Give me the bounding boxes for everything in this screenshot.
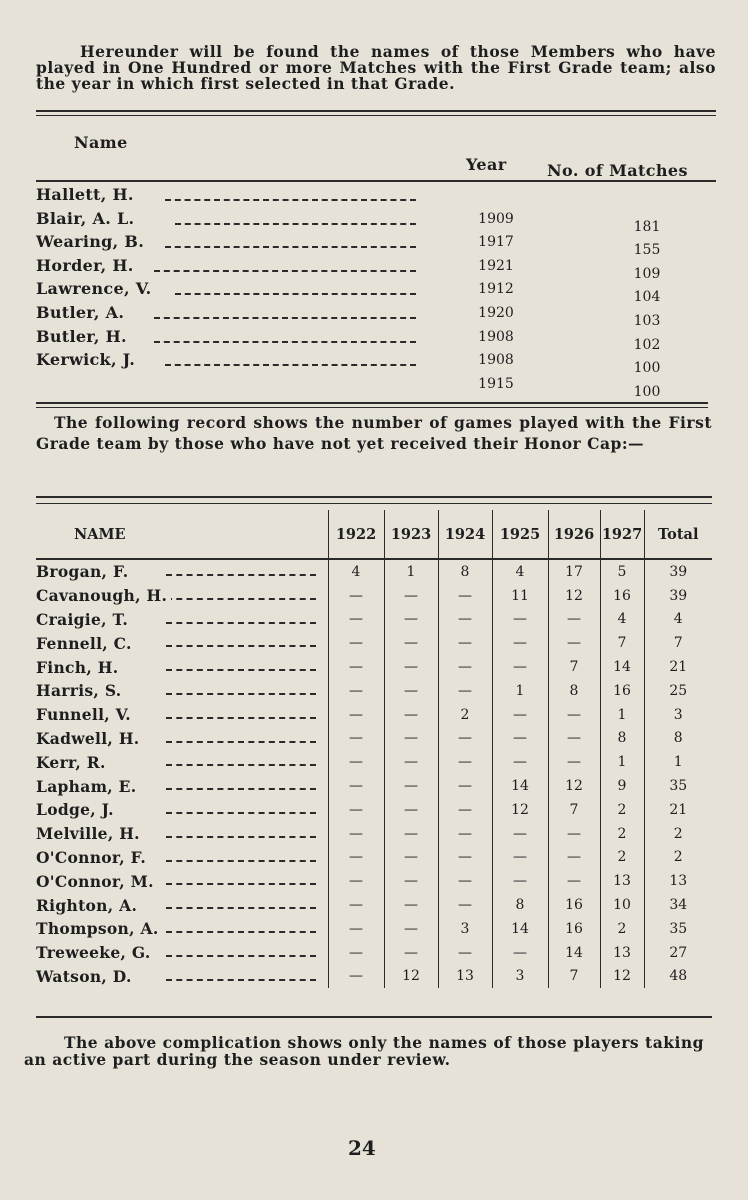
header-rule — [36, 180, 716, 182]
games-cell-1922: — — [328, 869, 384, 893]
games-cell-total: 21 — [644, 655, 712, 679]
games-cell-total: 1 — [644, 750, 712, 774]
leader-dashes — [166, 860, 316, 862]
intro-paragraph: Hereunder will be found the names of those Members who have played in One Hundred or more Matches with the First Grade team; also the year in which first selected in that Grade. — [36, 42, 716, 93]
leader-dashes — [175, 293, 416, 295]
games-cell-1923: — — [384, 798, 438, 822]
games-cell-1927: 13 — [600, 941, 644, 965]
games-cell-total: 13 — [644, 869, 712, 893]
games-cell-total: 35 — [644, 917, 712, 941]
games-cell-1924: — — [438, 727, 492, 751]
games-cell-1927: 2 — [600, 798, 644, 822]
games-cell-1926: 17 — [548, 559, 600, 584]
games-row — [36, 941, 712, 965]
games-cell-1922: — — [328, 703, 384, 727]
games-cell-total: 34 — [644, 893, 712, 917]
games-row — [36, 559, 712, 584]
games-cell-1925: 8 — [492, 893, 548, 917]
games-cell-1925: 1 — [492, 679, 548, 703]
player-name: Kerr, R. — [36, 753, 110, 772]
games-cell-1927: 2 — [600, 846, 644, 870]
matches-header: No. of Matches — [547, 161, 688, 180]
games-row-name-cell — [36, 798, 328, 822]
centurion-row — [36, 374, 716, 398]
centurion-name: Butler, H. — [36, 326, 127, 346]
games-cell-1922: — — [328, 822, 384, 846]
games-cell-1927: 4 — [600, 608, 644, 632]
leader-dashes — [166, 788, 316, 790]
games-cell-1925: — — [492, 941, 548, 965]
games-cell-1926: 7 — [548, 655, 600, 679]
centurion-year: 1917 — [478, 234, 514, 251]
page-number: 24 — [348, 1136, 376, 1160]
games-cell-1926: 12 — [548, 774, 600, 798]
games-row-name-cell — [36, 774, 328, 798]
games-cell-1923: — — [384, 774, 438, 798]
games-cell-1924: — — [438, 941, 492, 965]
player-name: Fennell, C. — [36, 634, 136, 653]
leader-dashes — [166, 883, 316, 885]
games-cell-1924: — — [438, 798, 492, 822]
games-table — [36, 510, 712, 988]
games-cell-1925: — — [492, 846, 548, 870]
games-row-name-cell — [36, 846, 328, 870]
leader-dashes — [154, 317, 416, 319]
top-double-rule — [36, 110, 716, 112]
games-cell-1924: — — [438, 869, 492, 893]
centurion-row — [36, 279, 716, 306]
centurion-matches: 104 — [633, 289, 661, 306]
games-cell-1925: — — [492, 655, 548, 679]
centurion-year: 1921 — [478, 257, 514, 274]
centurion-year: 1908 — [478, 352, 514, 369]
games-cell-1923: — — [384, 584, 438, 608]
games-cell-1926: — — [548, 750, 600, 774]
centurion-matches: 100 — [633, 360, 661, 377]
leader-dashes — [166, 645, 316, 647]
games-cell-1923: — — [384, 631, 438, 655]
games-cell-1923: 12 — [384, 965, 438, 989]
games-row — [36, 750, 712, 774]
games-cell-total: 27 — [644, 941, 712, 965]
games-cell-1926: 16 — [548, 893, 600, 917]
games-cell-1925: — — [492, 750, 548, 774]
games-cell-1922: — — [328, 965, 384, 989]
games-cell-1924: — — [438, 631, 492, 655]
games-row — [36, 893, 712, 917]
games-cell-1922: — — [328, 584, 384, 608]
games-cell-1927: 1 — [600, 703, 644, 727]
games-cell-1925: — — [492, 631, 548, 655]
leader-dashes — [154, 270, 416, 272]
centurion-year: 1909 — [478, 210, 514, 227]
games-row-name-cell — [36, 869, 328, 893]
player-name: Righton, A. — [36, 896, 141, 915]
games-cell-total: 4 — [644, 608, 712, 632]
games-cell-1923: — — [384, 893, 438, 917]
player-name: Watson, D. — [36, 967, 136, 986]
footer-paragraph: The above complication shows only the names of those players taking an active part during the season under review. — [24, 1033, 704, 1069]
games-row-name-cell — [36, 822, 328, 846]
leader-dashes — [166, 764, 316, 766]
games-cell-total: 7 — [644, 631, 712, 655]
games-cell-total: 8 — [644, 727, 712, 751]
centurion-year: 1912 — [478, 281, 514, 298]
games-cell-total: 3 — [644, 703, 712, 727]
leader-dashes — [175, 223, 416, 225]
games-cell-1927: 10 — [600, 893, 644, 917]
games-cell-1923: — — [384, 822, 438, 846]
games-cell-1922: — — [328, 655, 384, 679]
player-name: Finch, H. — [36, 658, 122, 677]
centurion-row — [36, 232, 716, 259]
games-cell-1924: — — [438, 584, 492, 608]
leader-dashes — [166, 955, 316, 957]
games-cell-1924: — — [438, 774, 492, 798]
games-cell-1927: 12 — [600, 965, 644, 989]
games-cell-total: 39 — [644, 584, 712, 608]
games-col-1926: 1926 — [548, 510, 600, 559]
games-row-name-cell — [36, 608, 328, 632]
leader-dashes — [166, 717, 316, 719]
leader-dashes — [166, 907, 316, 909]
games-cell-1926: 7 — [548, 965, 600, 989]
games-bottom-rule — [36, 1016, 712, 1018]
games-cell-1924: — — [438, 750, 492, 774]
centurion-row — [36, 256, 716, 280]
games-row-name-cell — [36, 727, 328, 751]
games-cell-1923: — — [384, 941, 438, 965]
player-name: O'Connor, F. — [36, 848, 150, 867]
games-cell-1925: 14 — [492, 774, 548, 798]
player-name: Lapham, E. — [36, 777, 141, 796]
games-cell-1927: 1 — [600, 750, 644, 774]
games-col-1925: 1925 — [492, 510, 548, 559]
games-cell-1925: — — [492, 703, 548, 727]
games-cell-1924: 13 — [438, 965, 492, 989]
games-cell-1922: — — [328, 798, 384, 822]
centurion-name: Kerwick, J. — [36, 350, 136, 370]
games-cell-1922: — — [328, 917, 384, 941]
centurion-year: 1908 — [478, 328, 514, 345]
leader-dashes — [165, 199, 416, 201]
games-cell-1926: — — [548, 703, 600, 727]
games-cell-1926: 12 — [548, 584, 600, 608]
games-cell-1926: — — [548, 727, 600, 751]
games-cell-1926: — — [548, 822, 600, 846]
games-cell-1927: 2 — [600, 917, 644, 941]
centurion-matches: 155 — [633, 242, 661, 259]
centurion-row — [36, 185, 716, 209]
player-name: O'Connor, M. — [36, 872, 158, 891]
games-cell-1927: 9 — [600, 774, 644, 798]
player-name: Treweeke, G. — [36, 943, 155, 962]
player-name: Melville, H. — [36, 824, 144, 843]
centurion-name: Horder, H. — [36, 255, 134, 275]
games-cell-1926: 16 — [548, 917, 600, 941]
year-header: Year — [466, 155, 507, 174]
centurion-name: Wearing, B. — [36, 232, 145, 252]
centurion-matches: 103 — [633, 313, 661, 329]
games-cell-1926: 7 — [548, 798, 600, 822]
games-cell-1922: — — [328, 941, 384, 965]
games-cell-1923: — — [384, 655, 438, 679]
centurion-year: 1915 — [478, 375, 514, 392]
games-row — [36, 774, 712, 798]
games-cell-1922: 4 — [328, 559, 384, 584]
games-cell-1922: — — [328, 774, 384, 798]
games-cell-1923: — — [384, 917, 438, 941]
leader-dashes — [165, 246, 416, 248]
games-cell-1924: — — [438, 893, 492, 917]
games-cell-1926: — — [548, 608, 600, 632]
games-cell-total: 2 — [644, 846, 712, 870]
leader-dashes — [154, 341, 416, 343]
games-cell-1924: 2 — [438, 703, 492, 727]
games-cell-1927: 5 — [600, 559, 644, 584]
games-cell-total: 48 — [644, 965, 712, 989]
games-cell-1927: 14 — [600, 655, 644, 679]
games-cell-1926: — — [548, 631, 600, 655]
games-row — [36, 869, 712, 893]
games-row — [36, 822, 712, 846]
record-paragraph: The following record shows the number of games played with the First Grade team by those who have not yet received their Honor Cap:— — [36, 413, 712, 453]
games-col-total: Total — [644, 510, 712, 559]
games-cell-1923: — — [384, 608, 438, 632]
games-cell-1922: — — [328, 846, 384, 870]
games-cell-total: 2 — [644, 822, 712, 846]
games-cell-1923: 1 — [384, 559, 438, 584]
games-col-1922: 1922 — [328, 510, 384, 559]
leader-dashes — [166, 622, 316, 624]
games-cell-1924: 3 — [438, 917, 492, 941]
games-cell-1927: 13 — [600, 869, 644, 893]
games-cell-1925: — — [492, 869, 548, 893]
games-cell-1925: 4 — [492, 559, 548, 584]
games-row-name-cell — [36, 965, 328, 989]
games-cell-1922: — — [328, 679, 384, 703]
games-row — [36, 631, 712, 655]
player-name: Thompson, A. — [36, 919, 163, 938]
games-cell-1926: — — [548, 846, 600, 870]
games-cell-1925: 14 — [492, 917, 548, 941]
games-cell-total: 25 — [644, 679, 712, 703]
centurion-matches: 181 — [633, 218, 661, 235]
player-name: Funnell, V. — [36, 705, 135, 724]
leader-dashes — [166, 931, 316, 933]
games-cell-1926: 14 — [548, 941, 600, 965]
centurion-row — [36, 350, 716, 377]
games-col-name: NAME — [36, 510, 328, 559]
games-cell-1922: — — [328, 750, 384, 774]
name-header: Name — [74, 133, 128, 152]
centurion-matches: 102 — [633, 336, 661, 353]
player-name: Kadwell, H. — [36, 729, 143, 748]
games-top-rule — [36, 496, 712, 498]
games-row-name-cell — [36, 941, 328, 965]
leader-dashes — [166, 598, 316, 600]
games-cell-1925: — — [492, 727, 548, 751]
games-cell-total: 35 — [644, 774, 712, 798]
leader-dashes — [165, 364, 416, 366]
games-cell-1925: 11 — [492, 584, 548, 608]
games-cell-1925: — — [492, 608, 548, 632]
games-cell-1924: — — [438, 846, 492, 870]
games-cell-1923: — — [384, 869, 438, 893]
centurion-year: 1920 — [478, 305, 514, 321]
games-cell-1927: 16 — [600, 584, 644, 608]
games-row-name-cell — [36, 631, 328, 655]
games-col-1924: 1924 — [438, 510, 492, 559]
centurion-name: Lawrence, V. — [36, 279, 152, 299]
games-row-name-cell — [36, 584, 328, 608]
games-row — [36, 584, 712, 608]
games-cell-1925: — — [492, 822, 548, 846]
centurion-name: Butler, A. — [36, 303, 125, 322]
games-cell-1927: 8 — [600, 727, 644, 751]
games-cell-1923: — — [384, 703, 438, 727]
leader-dashes — [166, 574, 316, 576]
centurion-row — [36, 303, 716, 327]
games-col-1923: 1923 — [384, 510, 438, 559]
games-cell-1924: — — [438, 655, 492, 679]
games-cell-1923: — — [384, 727, 438, 751]
games-row — [36, 655, 712, 679]
bottom-double-rule — [36, 402, 708, 404]
games-row — [36, 846, 712, 870]
games-cell-total: 39 — [644, 559, 712, 584]
leader-dashes — [166, 669, 316, 671]
games-cell-1924: — — [438, 822, 492, 846]
games-cell-1924: 8 — [438, 559, 492, 584]
centurion-row — [36, 327, 716, 351]
games-cell-1922: — — [328, 631, 384, 655]
games-row-name-cell — [36, 655, 328, 679]
player-name: Craigie, T. — [36, 610, 132, 629]
games-cell-total: 21 — [644, 798, 712, 822]
games-cell-1923: — — [384, 846, 438, 870]
centurion-name: Blair, A. L. — [36, 208, 135, 228]
games-row-name-cell — [36, 703, 328, 727]
centurion-matches: 100 — [633, 383, 661, 400]
games-row — [36, 727, 712, 751]
player-name: Cavanough, H. — [36, 586, 171, 605]
games-row-name-cell — [36, 679, 328, 703]
leader-dashes — [166, 741, 316, 743]
games-row — [36, 703, 712, 727]
games-cell-1923: — — [384, 750, 438, 774]
centurion-matches: 109 — [633, 265, 661, 282]
bottom-double-rule-2 — [36, 407, 708, 408]
leader-dashes — [166, 836, 316, 838]
games-row-name-cell — [36, 559, 328, 584]
games-cell-1927: 16 — [600, 679, 644, 703]
games-row-name-cell — [36, 750, 328, 774]
games-row — [36, 798, 712, 822]
centurion-name: Hallett, H. — [36, 185, 134, 204]
centurion-row — [36, 209, 716, 233]
games-cell-1925: 3 — [492, 965, 548, 989]
games-row — [36, 679, 712, 703]
games-row — [36, 608, 712, 632]
games-cell-1922: — — [328, 727, 384, 751]
games-col-1927: 1927 — [600, 510, 644, 559]
games-header-row — [36, 510, 712, 559]
games-cell-1927: 7 — [600, 631, 644, 655]
games-cell-1924: — — [438, 608, 492, 632]
top-double-rule-2 — [36, 115, 716, 116]
games-cell-1923: — — [384, 679, 438, 703]
games-cell-1922: — — [328, 893, 384, 917]
player-name: Brogan, F. — [36, 562, 132, 581]
games-row — [36, 965, 712, 989]
leader-dashes — [166, 693, 316, 695]
leader-dashes — [166, 812, 316, 814]
games-top-rule-2 — [36, 503, 712, 504]
player-name: Lodge, J. — [36, 800, 118, 819]
games-cell-1926: 8 — [548, 679, 600, 703]
games-cell-1922: — — [328, 608, 384, 632]
games-row-name-cell — [36, 893, 328, 917]
games-cell-1926: — — [548, 869, 600, 893]
games-cell-1927: 2 — [600, 822, 644, 846]
player-name: Harris, S. — [36, 681, 125, 700]
games-cell-1925: 12 — [492, 798, 548, 822]
leader-dashes — [166, 979, 316, 981]
games-cell-1924: — — [438, 679, 492, 703]
games-row — [36, 917, 712, 941]
games-row-name-cell — [36, 917, 328, 941]
